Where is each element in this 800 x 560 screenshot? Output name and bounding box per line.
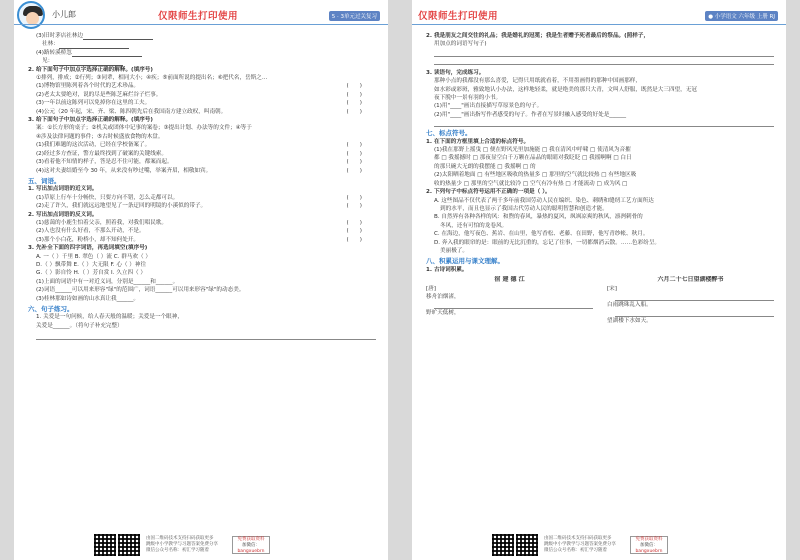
contact-line: 加微信： <box>640 543 658 548</box>
line-text: 2. 我是朋友之间交往的礼品；我是婚礼的冠冕；我是生者赠予死者最后的祭品。(照样子， <box>426 33 650 39</box>
exercise-line <box>426 111 774 119</box>
line-text: 冬风，还有可怕的龙卷风。 <box>440 222 508 229</box>
qr-code-icon[interactable] <box>516 534 538 556</box>
exercise-line <box>28 150 376 158</box>
poem-author: [宋] <box>607 285 617 292</box>
exercise-block-4 <box>28 32 376 175</box>
contact-line: bangxuebrn <box>635 549 663 554</box>
line-text: (3)一年以前这陈列可以免掉你在这里的工夫。 <box>36 100 151 107</box>
line-text: (3)那个小白花，粉桥小，却不知何处开。 <box>36 236 140 243</box>
page-header <box>412 0 786 30</box>
section-5-title: 五、词语。 <box>28 176 61 185</box>
poem-line: 野旷天低树， <box>426 310 460 317</box>
exercise-block-6 <box>28 313 376 330</box>
line-text: D.（ ）飘带舞 E.（ ）大无限 F. 心（ ）神往 <box>36 261 147 268</box>
line-text: 到的水平，而且也显示了我国古代劳动人民的聪明智慧和创造才能。 <box>440 205 608 212</box>
footer-line: 微信公众号名称：初汇学习随着 <box>544 548 607 553</box>
exercise-line <box>426 213 774 221</box>
footer-text <box>146 536 218 554</box>
exercise-line <box>28 194 376 202</box>
answer-line <box>615 293 774 301</box>
answer-line <box>434 49 774 57</box>
left-page <box>14 0 388 560</box>
passage-line: 夜下脱中一景有羽的小书。 <box>434 95 502 102</box>
footer-line: 微信公众号名称：初汇学习随着 <box>146 548 209 553</box>
line-text: 1. 在下面的方框里填上合适的标点符号。 <box>426 138 530 145</box>
line-text: 2. 写出加点词语的反义词。 <box>28 211 98 218</box>
exercise-block-7 <box>426 138 774 256</box>
qr-code-icon[interactable] <box>492 534 514 556</box>
contact-box <box>232 536 270 554</box>
line-text: 2. 给下面句子中加点字选择正确的解释。(填序号) <box>28 66 153 73</box>
exercise-line <box>426 188 774 196</box>
qr-code-icon[interactable] <box>118 534 140 556</box>
right-content <box>426 32 774 326</box>
exercise-line <box>426 239 774 247</box>
line-text: (2)经过多方查证，警方最终找到了破案的关键线索。 <box>36 150 167 157</box>
exercise-line <box>28 286 376 294</box>
answer-parens[interactable]: ( ) <box>346 83 362 90</box>
exercise-line <box>426 102 774 110</box>
exercise-line <box>28 91 376 99</box>
reading-passage <box>426 77 774 102</box>
footer-text <box>544 536 616 554</box>
line-text: (3)看着他不知情的样子，答是忍不住可能，都案而起。 <box>36 159 173 166</box>
line-text: C. 在海边，他写夜色、蕉岩、在山里，他写香松、老藤、在田野，他写青纱帐、秋月。 <box>434 231 649 238</box>
line-text: ④涉及法律问题的事件；⑤古时候盛放食物的木盘。 <box>36 133 164 140</box>
line-text: 用加点的词语写句子) <box>434 41 487 48</box>
passage-line: 如水彩或彩斑，雅致地认小办法，这样地轻柔，就是绝美的那只大青，文叫人舒服，既然是大三四望，无冠 <box>434 86 697 93</box>
poem-1 <box>426 276 593 326</box>
exercise-block-5 <box>28 185 376 303</box>
line-text: G.（ ）影自怜 H.（ ）芳自赏 I. 久立四（ ） <box>36 270 147 277</box>
line-text: (2)人也没有什么好看，不那么开动，不是。 <box>36 228 145 235</box>
qr-code-icon[interactable] <box>94 534 116 556</box>
exercise-line <box>28 124 376 132</box>
exercise-line <box>28 141 376 149</box>
section-6-title: 六、句子练习。 <box>28 305 74 313</box>
exercise-line <box>28 278 376 286</box>
brand-name: 小儿郎 <box>52 10 76 19</box>
answer-parens[interactable]: ( ) <box>346 203 362 210</box>
header-rule <box>14 24 388 25</box>
exercise-line <box>426 146 774 154</box>
answer-parens[interactable]: ( ) <box>346 100 362 107</box>
line-text: 案：①长方形的桌子；②机关或团体中记事的案卷；③提出计划、办法等的文件；④等于 <box>36 125 252 132</box>
passage-line: 那种小点的我都没有那么喜爱，记得只用纸就看着，不用墨画得的那种中国画那样， <box>434 78 641 85</box>
right-page <box>412 0 786 560</box>
exercise-line <box>28 236 376 244</box>
line-text: (2)词语______可以用来形容"绿"的范围广，词语______可以用来形容"绿"的动态美。 <box>36 287 245 294</box>
footer-line: 由国二维码技术支持扫码获取更多 <box>544 536 612 541</box>
exercise-line <box>426 197 774 205</box>
line-text: (3)旧时茅店社林边 <box>36 33 84 39</box>
line-text: (1)慈蔼的小鹿生怕着父亲，照着我，对我们唱民歌。 <box>36 219 167 226</box>
answer-line <box>36 332 376 340</box>
exercise-block-6b <box>426 32 774 49</box>
question-8-1: 1. 古诗词积累。 <box>426 266 468 273</box>
exercise-line <box>28 227 376 235</box>
footer-line: 由国二维码技术支持扫码获取更多 <box>146 536 214 541</box>
exercise-line <box>28 295 376 303</box>
exercise-line <box>28 66 376 74</box>
exercise-line <box>28 219 376 227</box>
header-rule <box>412 24 786 25</box>
answer-parens[interactable]: ( ) <box>346 167 362 174</box>
poem-title: 六月二十七日望湖楼醉书 <box>657 276 724 284</box>
line-text: (3)桂林那如诗如画的山水真让我______。 <box>36 295 140 302</box>
footer-line: 跳级中小学教学与习题答案免费分享 <box>146 542 218 547</box>
poem-title: 宿 建 德 江 <box>494 276 525 284</box>
line-text: (1)草原上行车十分畅快，只要方向不错，怎么走都可以。 <box>36 194 179 201</box>
footer-line: 跳级中小学教学与习题答案免费分享 <box>544 542 616 547</box>
exercise-line <box>28 261 376 269</box>
line-text: (2)走了许久，我们就远远地望见了一条迂回的明镜的小溪似的带子。 <box>36 203 207 210</box>
answer-parens[interactable]: ( ) <box>346 108 362 115</box>
answer-line <box>434 119 774 127</box>
watermark: 仅限师生打印使用 <box>158 11 239 22</box>
grade-tag: ● 小学语文 六年级 上册 RJ <box>705 11 778 21</box>
line-text: 社林： <box>42 41 59 48</box>
answer-parens[interactable]: ( ) <box>346 219 362 226</box>
exercise-line <box>28 82 376 90</box>
line-text: 收的热量少 □ 那里的空气就比较冷 □ 空气有冷有热 □ 才能流动 □ 成为风 □ <box>434 180 628 187</box>
line-text: (2)老太太要绝对，说的尽是些陈芝麻烂谷子烂事。 <box>36 91 162 98</box>
poem-line: 白雨跳珠乱入船。 <box>607 301 652 308</box>
exercise-line <box>28 32 376 40</box>
line-text: (4)公元（20 年起，宋、齐、梁、陈四朝先后在我国南方建立政权，叫南朝。 <box>36 108 227 115</box>
exercise-line <box>426 171 774 179</box>
exercise-line <box>28 116 376 124</box>
line-text: (4)路转溪桥忽 <box>36 49 72 56</box>
exercise-line <box>28 108 376 116</box>
exercise-line <box>28 202 376 210</box>
answer-parens[interactable]: ( ) <box>346 150 362 157</box>
answer-parens[interactable]: ( ) <box>346 236 362 243</box>
page-footer <box>412 530 786 560</box>
left-content <box>28 32 376 340</box>
exercise-line <box>28 57 376 65</box>
contact-line: 加微信： <box>242 543 260 548</box>
answer-line <box>434 57 774 65</box>
line-text: 的那只碗大无朗的我摆能 □ 我摇啊 □ 的 <box>434 163 536 170</box>
line-text: 美丽极了。 <box>440 247 468 254</box>
watermark: 仅限师生打印使用 <box>418 11 499 22</box>
line-text: 1. 关爱是一句问候，给人春天般的温暖；关爱是一个眼神， <box>36 314 183 321</box>
answer-parens[interactable]: ( ) <box>346 91 362 98</box>
exercise-line <box>426 154 774 162</box>
answer-line <box>434 301 593 309</box>
poem-line: 移舟泊烟渚， <box>426 293 460 300</box>
line-text: 3. 给下面句子中加点字选择正确的解释。(填序号) <box>28 117 153 124</box>
contact-line: 免费获取资料 <box>635 537 663 542</box>
exercise-line <box>28 244 376 252</box>
exercise-line <box>426 230 774 238</box>
line-text: (1)用"____"画出直接描写草原景色的句子。 <box>434 103 543 110</box>
line-text: (1)上面的词语中有一对近义词，分别是______和______。 <box>36 278 179 285</box>
exercise-line <box>426 163 774 171</box>
answer-parens[interactable]: ( ) <box>346 194 362 201</box>
line-text: 2. 下列句子中标点符号运用不正确的一项是（ ）。 <box>426 189 551 196</box>
exercise-line <box>426 32 774 40</box>
contact-box <box>630 536 668 554</box>
exercise-line <box>28 40 376 48</box>
answer-line <box>615 309 774 317</box>
line-text: 关爱是______。（将句子补充完整） <box>36 322 123 329</box>
exercise-line <box>426 40 774 48</box>
answer-parens[interactable]: ( ) <box>346 142 362 149</box>
line-text: (2)用"____"画出指写作者感受的句子。作者在写景时融入感受的好处是______ <box>434 111 627 118</box>
page-header <box>14 0 388 30</box>
poem-2 <box>607 276 774 326</box>
page-footer <box>14 530 388 560</box>
exercise-line <box>426 247 774 255</box>
question-3: 3. 读语句，完成练习。 <box>426 69 485 76</box>
exercise-line <box>28 158 376 166</box>
line-text: (2)太阳晒着地面 □ 有些地区吸收的热量多 □ 那里的空气就比较热 □ 有些地区吸 <box>434 172 637 179</box>
line-text: (1)我们难题的这次活动，已经在学校备案了。 <box>36 142 151 149</box>
line-text: 都 □ 我摇撼时 □ 那夜显空白千万颗在品品的眼睛对我眨眨 □ 我摇啊啊 □ 白日 <box>434 155 632 162</box>
section-8-title: 八、积累运用与课文理解。 <box>426 257 504 266</box>
exercise-line <box>28 167 376 175</box>
exercise-line <box>28 211 376 219</box>
line-text: 见： <box>42 58 54 65</box>
contact-line: bangxuebrn <box>237 549 265 554</box>
blank-line[interactable] <box>53 60 123 66</box>
exercise-line <box>28 322 376 330</box>
section-7-title: 七、标点符号。 <box>426 129 472 138</box>
line-text: (1)我在那野上摇曳 □ 便在野风光里加施能 □ 我在清风中呼啸 □ 使清风为音摧 <box>434 147 631 154</box>
answer-parens[interactable]: ( ) <box>346 228 362 235</box>
exercise-line <box>28 49 376 57</box>
line-text: A. 一（ ）千里 B. 翠色（ ）流 C. 群马欢（ ） <box>36 253 151 260</box>
exercise-line <box>426 138 774 146</box>
line-text: ①排列，排成；②行列；③同辈，相同大小；④疾；⑤前面所说的提出名；⑥把代名，岳斯之… <box>36 75 268 82</box>
line-text: D. 奔入我的眼帘的是：眼前的无比沉重的，忘记了往事，一切都烟消云散。……色彩纷呈。 <box>434 239 661 246</box>
exercise-line <box>28 185 376 193</box>
line-text: (4)这对夫妻结婚至今 30 年，从来没有吵过嘴，举案齐眉，相敬如宾。 <box>36 167 212 174</box>
unit-tag: 5 · 3单元过关复习 <box>329 11 380 21</box>
exercise-line <box>28 99 376 107</box>
exercise-line <box>28 133 376 141</box>
exercise-line <box>426 205 774 213</box>
exercise-line <box>426 222 774 230</box>
exercise-line <box>28 269 376 277</box>
answer-parens[interactable]: ( ) <box>346 159 362 166</box>
line-text: A. 这些图品不仅代表了两千多年前我国劳动人民在编织、染色、刺绣和缝纫工艺方面所达 <box>434 197 654 204</box>
poem-author: [唐] <box>426 285 436 292</box>
exercise-line <box>28 74 376 82</box>
line-text: (1)博物馆里陈列着各个时代的艺术珍品。 <box>36 83 140 90</box>
contact-line: 免费获取资料 <box>237 537 265 542</box>
poem-line: 望湖楼下水如天。 <box>607 318 652 325</box>
exercise-line <box>28 253 376 261</box>
blank-line[interactable] <box>59 43 129 49</box>
line-text: 3. 先补全下面的四字词语，再选词填空(填序号) <box>28 245 148 252</box>
line-text: B. 自然界有各种各样的风：和煦的春风，暴热的夏风，飒飒凉爽的秋风，凛冽刺骨的 <box>434 214 643 221</box>
poems <box>426 276 774 326</box>
passage-questions <box>426 102 774 119</box>
exercise-line <box>426 180 774 188</box>
line-text: 1. 写出加点词语的近义词。 <box>28 186 98 193</box>
exercise-line <box>28 313 376 321</box>
